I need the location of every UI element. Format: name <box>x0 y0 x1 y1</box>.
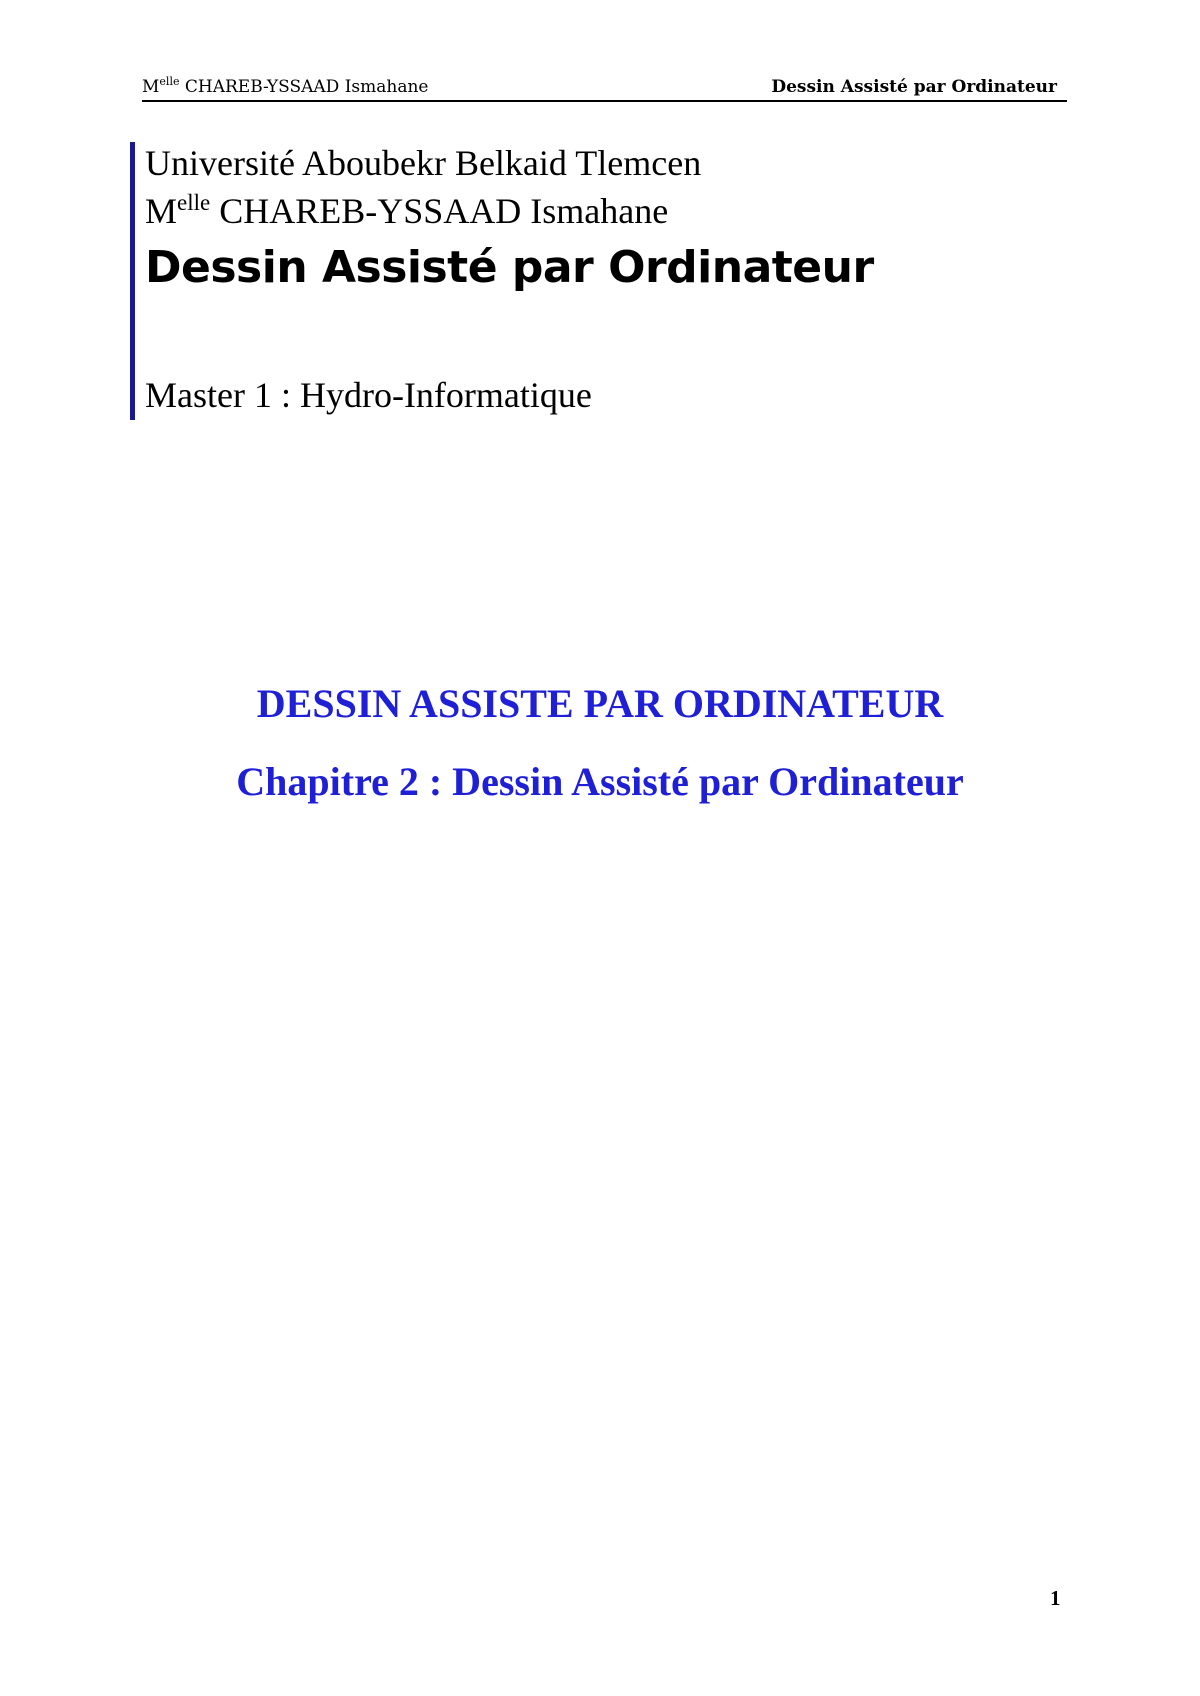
program-name: Master 1 : Hydro-Informatique <box>145 375 592 415</box>
page-number: 1 <box>1050 1586 1061 1610</box>
header-author-prefix: M <box>142 77 160 97</box>
page-header <box>142 72 1067 102</box>
course-title: Dessin Assisté par Ordinateur <box>145 242 874 293</box>
university-name: Université Aboubekr Belkaid Tlemcen <box>145 143 702 183</box>
title-block <box>130 142 1035 420</box>
header-author-name: CHAREB-YSSAAD Ismahane <box>184 77 429 97</box>
author-name: CHAREB-YSSAAD Ismahane <box>219 191 669 231</box>
chapter-heading: Chapitre 2 : Dessin Assisté par Ordinateur <box>236 759 964 804</box>
author-suffix: elle <box>177 190 211 215</box>
author-prefix: M <box>145 191 178 231</box>
header-author-suffix: elle <box>159 75 180 88</box>
author-line <box>145 190 668 232</box>
header-course: Dessin Assisté par Ordinateur <box>771 77 1057 97</box>
header-author <box>142 75 429 97</box>
main-heading: DESSIN ASSISTE PAR ORDINATEUR <box>256 681 944 726</box>
